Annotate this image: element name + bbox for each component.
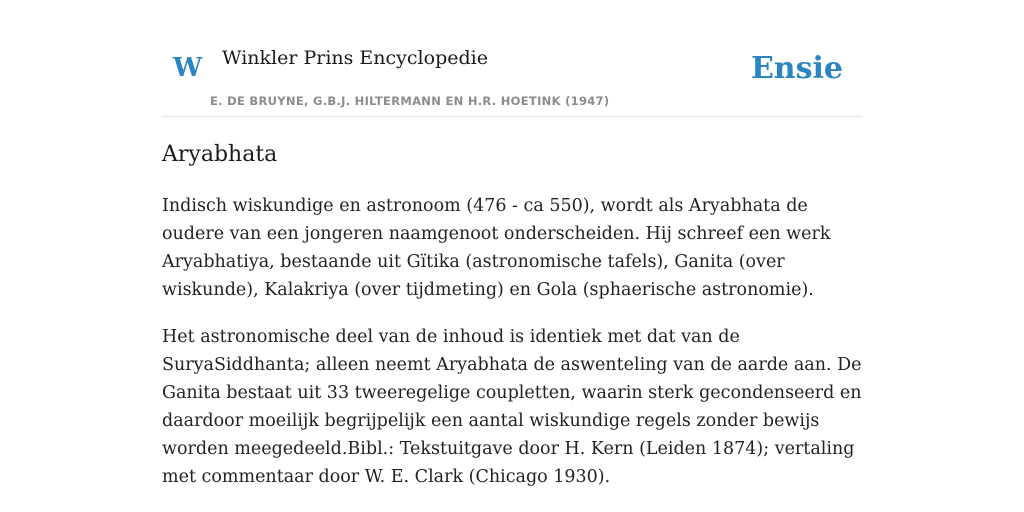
- encyclopedia-authors: E. DE BRUYNE, G.B.J. HILTERMANN EN H.R. HOETINK (1947): [210, 94, 610, 108]
- ensie-logo-link[interactable]: Ensie: [750, 51, 843, 86]
- article-title: Aryabhata: [162, 142, 278, 167]
- article-body: [162, 192, 862, 510]
- winkler-prins-logo[interactable]: W: [173, 53, 203, 83]
- article-paragraph: Indisch wiskundige en astronoom (476 - ca 550), wordt als Aryabhata de oudere van een jongeren naamgenoot onderscheiden. Hij schreef een werk Aryabhatiya, bestaande uit Gïtika (astronomische tafels), Ganita (over wiskunde), Kalakriya (over tijdmeting) en Gola (sphaerische astronomie).: [162, 196, 831, 300]
- header: [162, 0, 862, 117]
- encyclopedia-title[interactable]: Winkler Prins Encyclopedie: [222, 47, 488, 69]
- article-paragraph: Het astronomische deel van de inhoud is identiek met dat van de SuryaSiddhanta; alleen neemt Aryabhata de aswenteling van de aarde aan. De Ganita bestaat uit 33 tweeregelige coupletten, waarin sterk gecondenseerd en daardoor moeilijk begrijpelijk een aantal wiskundige regels zonder bewijs worden meegedeeld.Bibl.: Tekstuitgave door H. Kern (Leiden 1874); vertaling met commentaar door W. E. Clark (Chicago 1930).: [162, 327, 862, 487]
